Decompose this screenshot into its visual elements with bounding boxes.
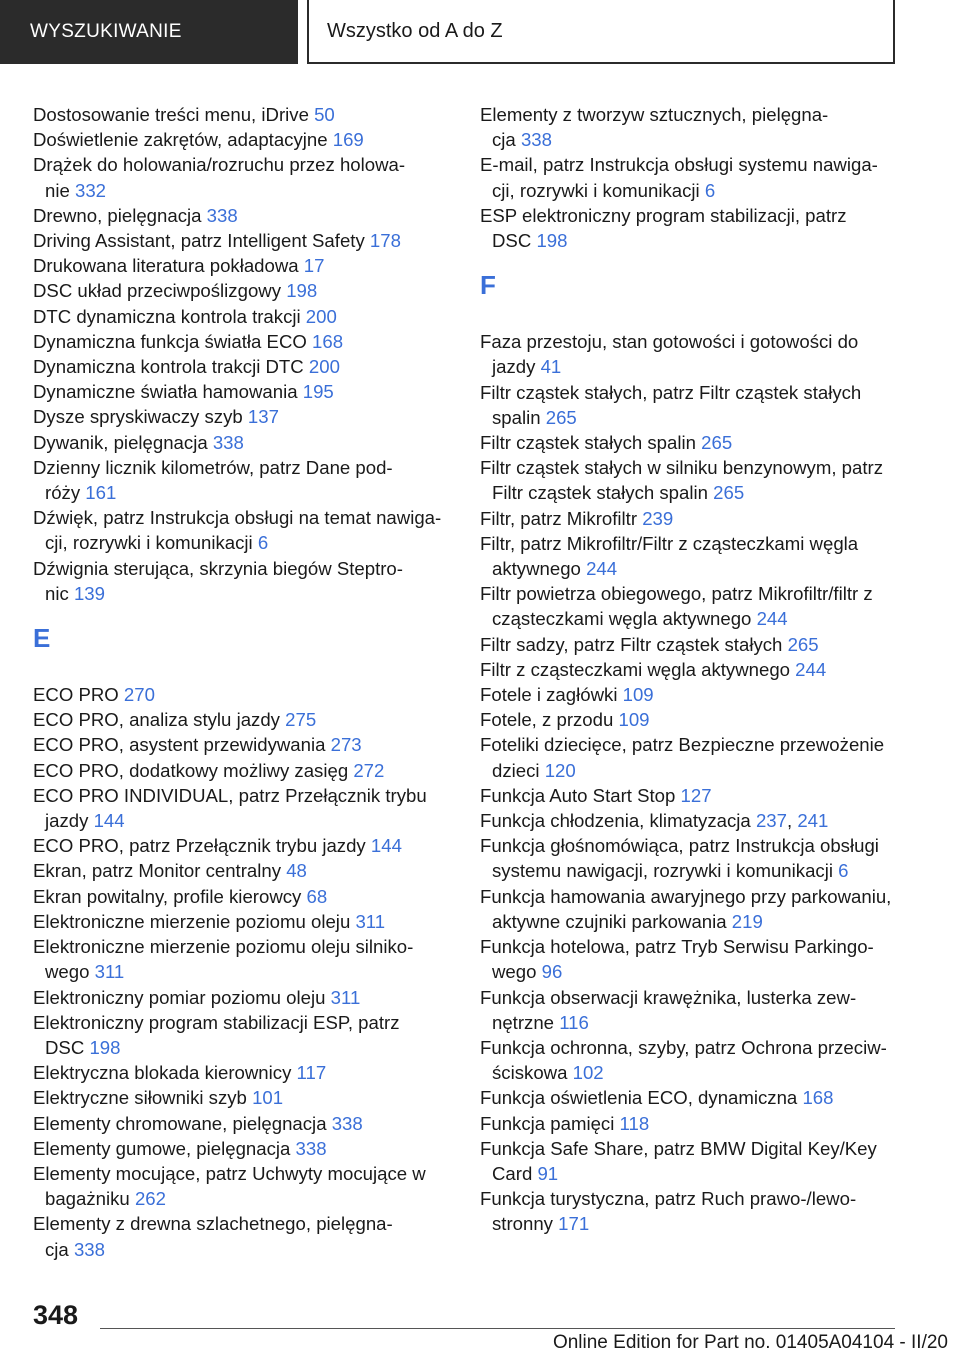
index-entry [33,505,453,555]
entry-text: Funkcja turystyczna, patrz Ruch prawo-/lewo- [480,1188,857,1210]
page-reference-link[interactable]: 169 [332,129,364,151]
page-reference-link[interactable]: 198 [286,280,318,302]
entry-text: Funkcja Auto Start Stop [480,784,681,806]
entry-text: Elektroniczny program stabilizacji ESP, patrz [33,1011,400,1033]
page-number: 348 [33,1300,79,1330]
entry-text: Filtr cząstek stałych, patrz Filtr cząstek stałych [480,381,862,403]
entry-text: Dźwignia sterująca, skrzynia biegów Steptro- [33,557,403,579]
index-entry [480,430,910,455]
page-reference-link[interactable]: 338 [73,1238,105,1260]
page-reference-link[interactable]: 17 [303,255,325,277]
entry-text: Elektryczna blokada kierownicy [33,1062,297,1084]
entry-text: Ekran, patrz Monitor centralny [33,860,287,882]
index-entry [33,1161,453,1211]
index-entry [33,707,453,732]
entry-text: Drążek do holowania/rozruchu przez holowa- [33,154,406,176]
entry-text: Filtr cząstek stałych spalin [492,482,714,504]
section-tab [0,0,298,64]
entry-text: Ekran powitalny, profile kierowcy [33,885,307,907]
index-entry [480,329,910,379]
page-reference-link[interactable]: 91 [537,1162,559,1184]
index-entry [33,203,453,228]
index-entry [480,531,910,581]
page-reference-link[interactable]: 109 [622,684,654,706]
page-reference-link[interactable]: 102 [572,1062,604,1084]
page-reference-link[interactable]: 244 [756,608,788,630]
entry-text: Filtr cząstek stałych spalin [480,432,702,454]
index-entry [480,934,910,984]
page-reference-link[interactable]: 311 [330,986,361,1008]
page-reference-link[interactable]: 241 [797,810,829,832]
index-entry [33,783,453,833]
entry-text: ECO PRO, dodatkowy możliwy zasięg [33,759,354,781]
index-entry [480,581,910,631]
entry-text: Dzienny licznik kilometrów, patrz Dane pod- [33,456,393,478]
entry-text: Filtr, patrz Mikrofiltr [480,507,643,529]
entry-text: Funkcja pamięci [480,1112,620,1134]
index-entry [480,506,910,531]
page-reference-link[interactable]: 265 [713,482,745,504]
entry-text: bagażniku [45,1188,135,1210]
entry-text: Filtr, patrz Mikrofiltr/Filtr z cząsteczkami węgla [480,532,859,554]
entry-text: Elementy z drewna szlachetnego, pielęgna- [33,1213,393,1235]
index-entry [33,404,453,429]
page-reference-link[interactable]: 198 [89,1036,121,1058]
entry-text: nętrzne [492,1011,560,1033]
entry-text: Elektroniczne mierzenie poziomu oleju silniko- [33,936,414,958]
entry-text: Drewno, pielęgnacja [33,204,207,226]
index-entry [33,934,453,984]
page-reference-link[interactable]: 338 [331,1112,363,1134]
entry-text: Funkcja Safe Share, patrz BMW Digital Key/Key [480,1137,877,1159]
entry-text: Dywanik, pielęgnacja [33,431,213,453]
page-reference-link[interactable]: 68 [306,885,328,907]
index-entry [33,228,453,253]
page-reference-link[interactable]: 219 [731,910,763,932]
index-entry [480,1111,910,1136]
index-entry [33,556,453,606]
entry-text: cja [492,129,521,151]
page-reference-link[interactable]: 144 [93,810,125,832]
index-entry [480,732,910,782]
index-entry [33,909,453,934]
index-entry [480,657,910,682]
entry-text: ECO PRO [33,684,124,706]
entry-text: nic [45,582,74,604]
page-reference-link[interactable]: 96 [541,961,563,983]
page-reference-link[interactable]: 265 [787,633,819,655]
entry-text: nie [45,179,75,201]
index-entry [480,808,910,833]
index-entry [33,1085,453,1110]
index-letter-heading: E [33,623,51,654]
entry-text: Funkcja chłodzenia, klimatyzacja [480,810,756,832]
entry-text: Filtr sadzy, patrz Filtr cząstek stałych [480,633,788,655]
entry-text: dzieci [492,759,545,781]
index-entry [33,304,453,329]
page-reference-link[interactable]: 109 [618,709,650,731]
entry-text: Funkcja hamowania awaryjnego przy parkowaniu, [480,885,892,907]
index-column-right [480,102,910,1237]
index-entry [480,884,910,934]
index-entry [33,758,453,783]
page-reference-link[interactable]: 168 [802,1087,834,1109]
entry-text: Drukowana literatura pokładowa [33,255,304,277]
entry-text: DSC [45,1036,90,1058]
page-reference-link[interactable]: 275 [285,709,317,731]
index-entry [33,354,453,379]
index-entry [33,127,453,152]
entry-text: Dynamiczne światła hamowania [33,381,303,403]
page-reference-link[interactable]: 101 [252,1087,284,1109]
page-reference-link[interactable]: 200 [305,305,337,327]
page-reference-link[interactable]: 272 [353,759,385,781]
index-entry [480,1136,910,1186]
index-entry [480,783,910,808]
page-reference-link[interactable]: 41 [540,356,562,378]
index-entry [33,1010,453,1060]
page-reference-link[interactable]: 120 [544,759,576,781]
index-entry [480,682,910,707]
entry-text: Elektroniczny pomiar poziomu oleju [33,986,331,1008]
index-entry [33,858,453,883]
entry-text: Doświetlenie zakrętów, adaptacyjne [33,129,333,151]
entry-text: DTC dynamiczna kontrola trakcji [33,305,306,327]
entry-text: Dostosowanie treści menu, iDrive [33,104,315,125]
page-reference-link[interactable]: 338 [520,129,552,151]
index-column-left [33,102,453,1262]
index-entry [480,1035,910,1085]
entry-text: cja [45,1238,74,1260]
entry-text: Filtr cząstek stałych w silniku benzynowym, patrz [480,457,883,479]
index-entry [480,203,910,253]
entry-text: Elementy z tworzyw sztucznych, pielęgna- [480,104,829,125]
index-entry [33,430,453,455]
page-reference-link[interactable]: 118 [619,1112,650,1134]
entry-text: Funkcja głośnomówiąca, patrz Instrukcja obsługi [480,835,879,857]
page-reference-link[interactable]: 338 [295,1137,327,1159]
entry-text: Filtr z cząsteczkami węgla aktywnego [480,658,796,680]
page-reference-link[interactable]: 332 [74,179,107,201]
entry-text: stronny [492,1213,559,1235]
entry-text: DSC układ przeciwpoślizgowy [33,280,287,302]
entry-text: systemu nawigacji, rozrywki i komunikacji [492,860,839,882]
index-entry [480,152,910,202]
index-entry [480,380,910,430]
index-entry [33,1211,453,1261]
index-entry [33,1060,453,1085]
entry-text: cji, rozrywki i komunikacji [492,179,705,201]
entry-text: wego [45,961,95,983]
page-reference-link[interactable]: 117 [296,1062,327,1084]
index-entry [480,707,910,732]
index-entry [33,682,453,707]
page-reference-link[interactable]: 6 [704,179,716,201]
page-reference-link[interactable]: 265 [545,406,577,428]
index-entry [33,985,453,1010]
entry-text: Dźwięk, patrz Instrukcja obsługi na temat nawiga- [33,507,442,529]
page-reference-link[interactable]: 262 [134,1188,166,1210]
entry-text: Elektryczne siłowniki szyb [33,1087,253,1109]
page-reference-link[interactable]: 137 [247,406,279,428]
entry-text: róży [45,482,86,504]
index-entry [33,833,453,858]
entry-text: aktywnego [492,558,587,580]
entry-text: ESP elektroniczny program stabilizacji, patrz [480,204,847,226]
page-reference-link[interactable]: 50 [314,104,335,125]
entry-text: Funkcja oświetlenia ECO, dynamiczna [480,1087,803,1109]
index-entry [480,1085,910,1110]
chapter-title: Wszystko od A do Z [327,19,503,42]
entry-text: Funkcja hotelowa, patrz Tryb Serwisu Parkingo- [480,936,874,958]
entry-text: Foteliki dziecięce, patrz Bezpieczne przewożenie [480,734,885,756]
index-entry [480,1186,910,1236]
index-entry [33,1111,453,1136]
entry-text: ECO PRO INDIVIDUAL, patrz Przełącznik trybu [33,784,427,806]
entry-text: Elektroniczne mierzenie poziomu oleju [33,910,356,932]
entry-text: cząsteczkami węgla aktywnego [492,608,757,630]
entry-text: jazdy [45,810,94,832]
page-reference-link[interactable]: 338 [206,204,238,226]
entry-text: Elementy mocujące, patrz Uchwyty mocujące w [33,1162,426,1184]
page-reference-link[interactable]: 116 [559,1011,589,1033]
section-title: WYSZUKIWANIE [30,21,182,42]
entry-text: ECO PRO, patrz Przełącznik trybu jazdy [33,835,371,857]
page-reference-link[interactable]: 178 [369,230,401,252]
footer-divider [100,1328,895,1329]
page-reference-link[interactable]: 48 [286,860,307,882]
page-reference-link[interactable]: 171 [558,1213,590,1235]
index-entry [33,732,453,757]
entry-text: Dysze spryskiwaczy szyb [33,406,248,428]
footer-edition: Online Edition for Part no. 01405A04104 - II/20 [552,1332,948,1353]
entry-text: Card [492,1162,538,1184]
page-reference-link[interactable]: 6 [838,860,849,882]
index-entry [33,253,453,278]
entry-text: Funkcja obserwacji krawężnika, lusterka zew- [480,986,857,1008]
entry-text: ECO PRO, asystent przewidywania [33,734,331,756]
page-reference-link[interactable]: 239 [642,507,674,529]
index-entry [33,379,453,404]
page-reference-link[interactable]: 139 [73,582,105,604]
page-reference-link[interactable]: 311 [94,961,125,983]
entry-text: Funkcja ochronna, szyby, patrz Ochrona przeciw- [480,1036,887,1058]
page-reference-link[interactable]: 6 [257,532,269,554]
entry-text: DSC [492,230,537,252]
entry-text: Dynamiczna kontrola trakcji DTC [33,356,309,378]
index-entry [480,833,910,883]
index-entry [480,102,910,152]
page-reference-link[interactable]: 168 [312,330,344,352]
index-entry [33,1136,453,1161]
index-entry [33,152,453,202]
page-reference-link[interactable]: 311 [355,910,386,932]
index-entry [33,278,453,303]
page-reference-link[interactable]: 273 [330,734,362,756]
entry-text: ECO PRO, analiza stylu jazdy [33,709,286,731]
page-reference-link[interactable]: 244 [795,658,827,680]
entry-text: Driving Assistant, patrz Intelligent Safety [33,230,370,252]
page-reference-link[interactable]: 270 [123,684,155,706]
entry-text: spalin [492,406,546,428]
page-reference-link[interactable]: 195 [302,381,334,403]
entry-text: Elementy chromowane, pielęgnacja [33,1112,332,1134]
entry-text: E-mail, patrz Instrukcja obsługi systemu nawiga- [480,154,878,176]
index-entry [33,102,453,127]
chapter-tab [307,0,895,64]
page-reference-link[interactable]: 200 [308,356,340,378]
entry-text: Fotele, z przodu [480,709,619,731]
page-reference-link[interactable]: 161 [85,482,117,504]
entry-text: Filtr powietrza obiegowego, patrz Mikrofiltr/filtr z [480,583,873,605]
entry-text: Dynamiczna funkcja światła ECO [33,330,313,352]
index-letter-heading: F [480,270,496,301]
page-reference-link[interactable]: 198 [536,230,568,252]
page-reference-link[interactable]: 244 [586,558,618,580]
entry-text: jazdy [492,356,541,378]
entry-text: aktywne czujniki parkowania [492,910,732,932]
index-entry [480,455,910,505]
page-reference-link[interactable]: 127 [680,784,712,806]
index-entry [480,632,910,657]
page-reference-link[interactable]: 144 [370,835,402,857]
entry-text: wego [492,961,542,983]
index-entry [33,329,453,354]
page-reference-link[interactable]: 265 [701,432,733,454]
entry-text: ściskowa [492,1062,573,1084]
page-reference-link[interactable]: 237 [755,810,787,832]
entry-text: Faza przestoju, stan gotowości i gotowości do [480,331,859,353]
index-entry [33,884,453,909]
entry-text: Elementy gumowe, pielęgnacja [33,1137,296,1159]
entry-text: cji, rozrywki i komunikacji [45,532,258,554]
index-entry [480,985,910,1035]
entry-text: Fotele i zagłówki [480,684,623,706]
index-entry [33,455,453,505]
page-reference-link[interactable]: 338 [212,431,244,453]
entry-text: , [786,810,798,832]
